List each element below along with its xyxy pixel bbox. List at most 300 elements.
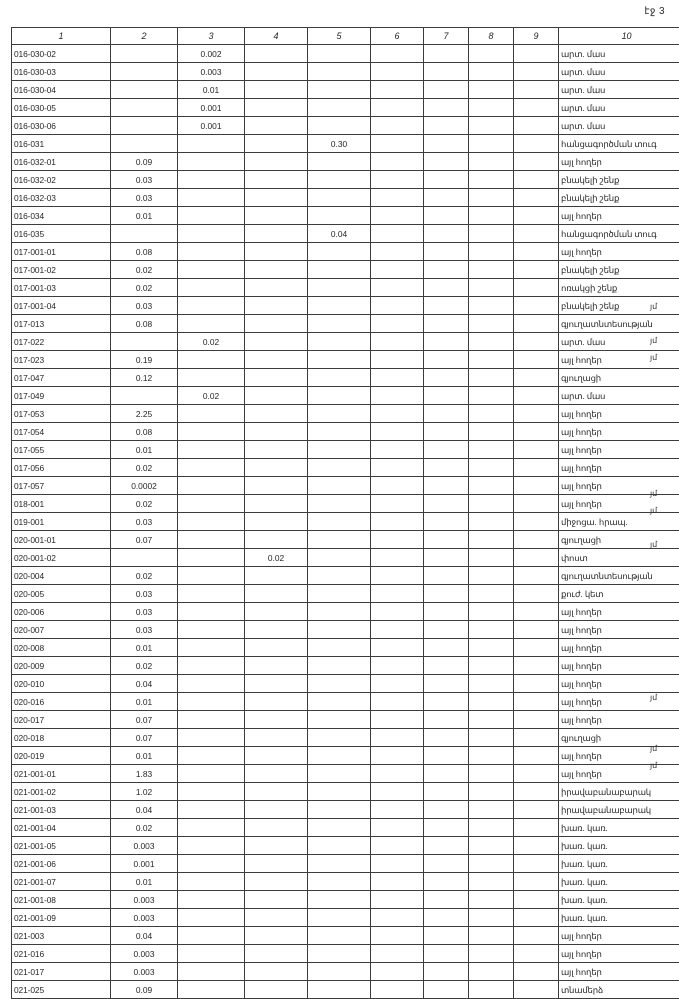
land-registry-table-wrap xyxy=(11,27,644,999)
cell-col9 xyxy=(514,135,559,153)
cell-code: 017-054 xyxy=(12,423,111,441)
cell-col9 xyxy=(514,639,559,657)
cell-col9 xyxy=(514,297,559,315)
cell-col7 xyxy=(424,891,469,909)
cell-col3 xyxy=(178,495,245,513)
cell-col7 xyxy=(424,297,469,315)
cell-note: այլ հողեր xyxy=(559,963,679,981)
cell-note: այլ հողեր xyxy=(559,207,679,225)
table-row xyxy=(12,477,679,495)
cell-col5 xyxy=(308,873,371,891)
cell-col5 xyxy=(308,405,371,423)
cell-col2: 0.04 xyxy=(111,801,178,819)
cell-code: 021-025 xyxy=(12,981,111,999)
cell-col6 xyxy=(371,801,424,819)
column-header-10: 10 xyxy=(559,28,679,45)
cell-col6 xyxy=(371,567,424,585)
cell-code: 021-001-08 xyxy=(12,891,111,909)
cell-code: 017-049 xyxy=(12,387,111,405)
cell-col4 xyxy=(245,171,308,189)
cell-col4 xyxy=(245,351,308,369)
cell-note: ոռակցի շենք xyxy=(559,279,679,297)
cell-col5: 0.04 xyxy=(308,225,371,243)
cell-col2: 0.02 xyxy=(111,261,178,279)
cell-col9 xyxy=(514,819,559,837)
cell-code: 017-001-01 xyxy=(12,243,111,261)
cell-col3 xyxy=(178,927,245,945)
column-header-3: 3 xyxy=(178,28,245,45)
table-row xyxy=(12,981,679,999)
cell-col3 xyxy=(178,441,245,459)
cell-col8 xyxy=(469,387,514,405)
cell-note: գյուղատնտեսության xyxy=(559,315,679,333)
table-row xyxy=(12,801,679,819)
cell-col5 xyxy=(308,603,371,621)
cell-code: 020-018 xyxy=(12,729,111,747)
cell-col4 xyxy=(245,405,308,423)
cell-col7 xyxy=(424,495,469,513)
cell-col8 xyxy=(469,171,514,189)
cell-col9 xyxy=(514,549,559,567)
cell-col9 xyxy=(514,513,559,531)
cell-col6 xyxy=(371,459,424,477)
cell-col3 xyxy=(178,783,245,801)
cell-col6 xyxy=(371,693,424,711)
cell-col9 xyxy=(514,81,559,99)
cell-col4 xyxy=(245,63,308,81)
cell-col8 xyxy=(469,351,514,369)
cell-note: խառ. կառ. xyxy=(559,855,679,873)
cell-col4 xyxy=(245,837,308,855)
cell-col3 xyxy=(178,639,245,657)
table-row xyxy=(12,153,679,171)
cell-code: 018-001 xyxy=(12,495,111,513)
cell-col8 xyxy=(469,405,514,423)
cell-col6 xyxy=(371,603,424,621)
cell-col8 xyxy=(469,297,514,315)
table-row xyxy=(12,657,679,675)
cell-col2 xyxy=(111,549,178,567)
cell-code: 016-030-02 xyxy=(12,45,111,63)
table-row xyxy=(12,297,679,315)
cell-col5 xyxy=(308,981,371,999)
cell-col3 xyxy=(178,153,245,171)
cell-col7 xyxy=(424,729,469,747)
cell-col6 xyxy=(371,891,424,909)
cell-col2 xyxy=(111,225,178,243)
land-registry-table xyxy=(11,27,679,999)
cell-col2: 0.02 xyxy=(111,657,178,675)
cell-col5 xyxy=(308,261,371,279)
cell-col6 xyxy=(371,531,424,549)
table-row xyxy=(12,693,679,711)
cell-col9 xyxy=(514,963,559,981)
cell-col3 xyxy=(178,369,245,387)
table-row xyxy=(12,423,679,441)
margin-note: յմ xyxy=(650,540,657,549)
cell-col5 xyxy=(308,45,371,63)
cell-col7 xyxy=(424,801,469,819)
cell-col2 xyxy=(111,117,178,135)
cell-code: 017-056 xyxy=(12,459,111,477)
cell-col8 xyxy=(469,261,514,279)
cell-col4 xyxy=(245,495,308,513)
cell-col5 xyxy=(308,423,371,441)
table-row xyxy=(12,135,679,153)
cell-col7 xyxy=(424,747,469,765)
cell-col8 xyxy=(469,531,514,549)
cell-code: 021-001-04 xyxy=(12,819,111,837)
cell-col8 xyxy=(469,621,514,639)
cell-col2: 0.07 xyxy=(111,711,178,729)
cell-col2: 0.03 xyxy=(111,585,178,603)
cell-col2: 0.02 xyxy=(111,279,178,297)
cell-col8 xyxy=(469,927,514,945)
cell-col2: 0.19 xyxy=(111,351,178,369)
cell-col4 xyxy=(245,423,308,441)
cell-col8 xyxy=(469,783,514,801)
cell-col5 xyxy=(308,99,371,117)
cell-col6 xyxy=(371,243,424,261)
cell-col6 xyxy=(371,963,424,981)
cell-col2: 2.25 xyxy=(111,405,178,423)
cell-code: 020-005 xyxy=(12,585,111,603)
cell-note: բնակելի շենք xyxy=(559,189,679,207)
cell-col8 xyxy=(469,657,514,675)
cell-note: իրավաբանաբարակ xyxy=(559,783,679,801)
cell-col2: 0.03 xyxy=(111,621,178,639)
table-row xyxy=(12,351,679,369)
cell-col8 xyxy=(469,945,514,963)
cell-col4 xyxy=(245,963,308,981)
table-row xyxy=(12,729,679,747)
cell-col6 xyxy=(371,765,424,783)
table-row xyxy=(12,243,679,261)
cell-col6 xyxy=(371,981,424,999)
table-row xyxy=(12,819,679,837)
cell-note: արտ. մաս xyxy=(559,81,679,99)
cell-col5 xyxy=(308,459,371,477)
cell-col5 xyxy=(308,351,371,369)
cell-col9 xyxy=(514,441,559,459)
cell-col2: 0.02 xyxy=(111,819,178,837)
cell-col8 xyxy=(469,495,514,513)
cell-col6 xyxy=(371,909,424,927)
cell-col2: 0.003 xyxy=(111,891,178,909)
cell-col9 xyxy=(514,117,559,135)
cell-col4 xyxy=(245,279,308,297)
table-body xyxy=(12,45,679,999)
cell-col5 xyxy=(308,621,371,639)
cell-col2: 0.001 xyxy=(111,855,178,873)
table-row xyxy=(12,621,679,639)
cell-col2: 0.07 xyxy=(111,729,178,747)
cell-col7 xyxy=(424,567,469,585)
cell-col7 xyxy=(424,63,469,81)
cell-code: 017-053 xyxy=(12,405,111,423)
cell-col8 xyxy=(469,513,514,531)
cell-col2: 0.01 xyxy=(111,873,178,891)
cell-col9 xyxy=(514,531,559,549)
table-row xyxy=(12,909,679,927)
cell-col6 xyxy=(371,783,424,801)
cell-col5 xyxy=(308,585,371,603)
cell-col8 xyxy=(469,819,514,837)
cell-col4 xyxy=(245,135,308,153)
cell-col9 xyxy=(514,351,559,369)
table-row xyxy=(12,387,679,405)
cell-note: այլ հողեր xyxy=(559,711,679,729)
cell-col5 xyxy=(308,801,371,819)
cell-col4 xyxy=(245,855,308,873)
cell-col3 xyxy=(178,657,245,675)
cell-col2: 1.02 xyxy=(111,783,178,801)
margin-note: յմ xyxy=(650,761,657,770)
cell-code: 016-032-02 xyxy=(12,171,111,189)
cell-col8 xyxy=(469,567,514,585)
cell-col5 xyxy=(308,207,371,225)
table-row xyxy=(12,873,679,891)
cell-col3: 0.02 xyxy=(178,333,245,351)
cell-col6 xyxy=(371,837,424,855)
cell-col2: 0.01 xyxy=(111,693,178,711)
cell-col6 xyxy=(371,441,424,459)
cell-col4 xyxy=(245,513,308,531)
cell-col4 xyxy=(245,585,308,603)
cell-col4 xyxy=(245,981,308,999)
cell-col9 xyxy=(514,45,559,63)
cell-col3 xyxy=(178,477,245,495)
table-row xyxy=(12,585,679,603)
table-row xyxy=(12,639,679,657)
cell-col6 xyxy=(371,423,424,441)
cell-code: 021-001-09 xyxy=(12,909,111,927)
cell-col8 xyxy=(469,99,514,117)
cell-col6 xyxy=(371,873,424,891)
cell-col2: 0.09 xyxy=(111,981,178,999)
cell-col8 xyxy=(469,963,514,981)
cell-col9 xyxy=(514,729,559,747)
cell-col9 xyxy=(514,945,559,963)
cell-col7 xyxy=(424,225,469,243)
cell-col5: 0.30 xyxy=(308,135,371,153)
table-row xyxy=(12,441,679,459)
table-row xyxy=(12,45,679,63)
cell-col5 xyxy=(308,333,371,351)
cell-col7 xyxy=(424,909,469,927)
cell-note: այլ հողեր xyxy=(559,621,679,639)
table-row xyxy=(12,963,679,981)
cell-col6 xyxy=(371,675,424,693)
cell-col6 xyxy=(371,657,424,675)
column-header-1: 1 xyxy=(12,28,111,45)
cell-col8 xyxy=(469,981,514,999)
table-row xyxy=(12,99,679,117)
cell-note: փոստ xyxy=(559,549,679,567)
cell-code: 016-031 xyxy=(12,135,111,153)
cell-col4 xyxy=(245,369,308,387)
cell-col4 xyxy=(245,945,308,963)
cell-col2 xyxy=(111,333,178,351)
table-row xyxy=(12,603,679,621)
cell-col9 xyxy=(514,423,559,441)
cell-note: այլ հողեր xyxy=(559,441,679,459)
cell-note: արտ. մաս xyxy=(559,45,679,63)
cell-col5 xyxy=(308,387,371,405)
cell-col7 xyxy=(424,963,469,981)
cell-code: 020-001-01 xyxy=(12,531,111,549)
table-row xyxy=(12,117,679,135)
cell-col5 xyxy=(308,711,371,729)
cell-col3 xyxy=(178,549,245,567)
cell-code: 021-001-03 xyxy=(12,801,111,819)
cell-col8 xyxy=(469,315,514,333)
cell-col7 xyxy=(424,657,469,675)
cell-col7 xyxy=(424,639,469,657)
cell-col2: 0.08 xyxy=(111,423,178,441)
cell-col8 xyxy=(469,459,514,477)
cell-note: արտ. մաս xyxy=(559,63,679,81)
cell-col9 xyxy=(514,621,559,639)
table-row xyxy=(12,531,679,549)
cell-col7 xyxy=(424,369,469,387)
cell-col7 xyxy=(424,441,469,459)
cell-col6 xyxy=(371,297,424,315)
cell-col7 xyxy=(424,513,469,531)
column-header-4: 4 xyxy=(245,28,308,45)
cell-col4 xyxy=(245,387,308,405)
cell-note: արտ. մաս xyxy=(559,117,679,135)
cell-code: 021-001-06 xyxy=(12,855,111,873)
column-header-5: 5 xyxy=(308,28,371,45)
cell-col7 xyxy=(424,927,469,945)
cell-note: գյուղացի xyxy=(559,531,679,549)
cell-col6 xyxy=(371,639,424,657)
cell-col7 xyxy=(424,207,469,225)
cell-col3 xyxy=(178,855,245,873)
cell-col8 xyxy=(469,207,514,225)
cell-col3 xyxy=(178,963,245,981)
cell-col3 xyxy=(178,423,245,441)
cell-note: այլ հողեր xyxy=(559,657,679,675)
cell-col4 xyxy=(245,297,308,315)
table-header xyxy=(12,28,679,45)
cell-col8 xyxy=(469,243,514,261)
cell-col6 xyxy=(371,225,424,243)
cell-col7 xyxy=(424,693,469,711)
table-row xyxy=(12,927,679,945)
cell-col4 xyxy=(245,459,308,477)
cell-col4 xyxy=(245,225,308,243)
table-header-row xyxy=(12,28,679,45)
cell-col2 xyxy=(111,387,178,405)
cell-col4 xyxy=(245,711,308,729)
cell-col3 xyxy=(178,189,245,207)
cell-col6 xyxy=(371,351,424,369)
cell-col2: 0.003 xyxy=(111,909,178,927)
cell-note: միջոցա. հրապ. xyxy=(559,513,679,531)
cell-note: այլ հողեր xyxy=(559,639,679,657)
cell-col8 xyxy=(469,189,514,207)
cell-col4 xyxy=(245,747,308,765)
cell-col8 xyxy=(469,855,514,873)
cell-col2: 0.03 xyxy=(111,171,178,189)
cell-code: 020-004 xyxy=(12,567,111,585)
cell-col2: 0.09 xyxy=(111,153,178,171)
table-row xyxy=(12,675,679,693)
cell-col5 xyxy=(308,243,371,261)
cell-col6 xyxy=(371,333,424,351)
cell-col3 xyxy=(178,891,245,909)
table-row xyxy=(12,711,679,729)
cell-col8 xyxy=(469,81,514,99)
cell-col4 xyxy=(245,189,308,207)
column-header-8: 8 xyxy=(469,28,514,45)
cell-note: խառ. կառ. xyxy=(559,909,679,927)
cell-col9 xyxy=(514,783,559,801)
cell-code: 020-008 xyxy=(12,639,111,657)
cell-note: այլ հողեր xyxy=(559,405,679,423)
table-row xyxy=(12,225,679,243)
cell-note: գյուղատնտեսության xyxy=(559,567,679,585)
cell-code: 021-003 xyxy=(12,927,111,945)
cell-col4 xyxy=(245,45,308,63)
cell-col8 xyxy=(469,63,514,81)
cell-col4 xyxy=(245,927,308,945)
cell-col8 xyxy=(469,909,514,927)
cell-col9 xyxy=(514,567,559,585)
cell-col5 xyxy=(308,567,371,585)
cell-col5 xyxy=(308,117,371,135)
cell-col7 xyxy=(424,621,469,639)
cell-col4 xyxy=(245,315,308,333)
cell-col7 xyxy=(424,945,469,963)
cell-col3 xyxy=(178,513,245,531)
cell-col3 xyxy=(178,837,245,855)
cell-col2: 0.01 xyxy=(111,207,178,225)
cell-col3 xyxy=(178,711,245,729)
cell-col5 xyxy=(308,639,371,657)
cell-col5 xyxy=(308,657,371,675)
cell-col7 xyxy=(424,873,469,891)
cell-col8 xyxy=(469,585,514,603)
cell-col2: 0.03 xyxy=(111,189,178,207)
cell-col9 xyxy=(514,387,559,405)
table-row xyxy=(12,567,679,585)
table-row xyxy=(12,765,679,783)
column-header-2: 2 xyxy=(111,28,178,45)
cell-code: 016-030-04 xyxy=(12,81,111,99)
cell-note: քուժ. կետ xyxy=(559,585,679,603)
cell-col6 xyxy=(371,315,424,333)
cell-col4 xyxy=(245,153,308,171)
cell-col3 xyxy=(178,801,245,819)
cell-note: այլ հողեր xyxy=(559,675,679,693)
cell-code: 017-013 xyxy=(12,315,111,333)
cell-col6 xyxy=(371,945,424,963)
cell-col8 xyxy=(469,711,514,729)
cell-col9 xyxy=(514,225,559,243)
cell-col7 xyxy=(424,765,469,783)
cell-col4 xyxy=(245,783,308,801)
cell-code: 019-001 xyxy=(12,513,111,531)
cell-col7 xyxy=(424,387,469,405)
cell-col3 xyxy=(178,225,245,243)
table-row xyxy=(12,945,679,963)
cell-col2: 0.03 xyxy=(111,513,178,531)
cell-col9 xyxy=(514,369,559,387)
cell-col4 xyxy=(245,891,308,909)
